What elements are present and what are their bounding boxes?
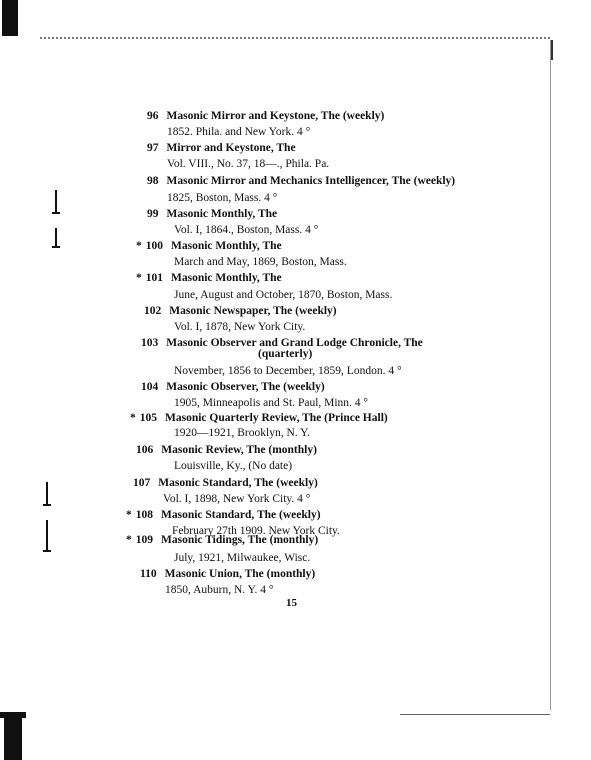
- entry-number: 104: [141, 381, 159, 393]
- entry-detail: July, 1921, Milwaukee, Wisc.: [174, 552, 311, 564]
- entry-number: 106: [136, 444, 154, 456]
- entry-title: Masonic Observer and Grand Lodge Chronicle, The: [166, 337, 423, 349]
- entry-number: 101: [145, 272, 163, 284]
- entry-detail: June, August and October, 1870, Boston, Mass.: [174, 289, 393, 301]
- entry-number: 98: [147, 175, 159, 187]
- entry-star: *: [126, 534, 132, 546]
- entry-title-row: [147, 174, 455, 188]
- entry-number: 105: [139, 412, 157, 424]
- scan-edge-top: [40, 37, 550, 39]
- entry-title-row: [147, 141, 296, 155]
- entry-title-row: [133, 476, 318, 490]
- page-number: 15: [286, 597, 297, 609]
- entry-title-row: [147, 109, 384, 123]
- entry-detail: 1852. Phila. and New York. 4 °: [167, 126, 311, 138]
- margin-mark: [55, 190, 57, 212]
- entry-title: Masonic Observer, The (weekly): [166, 381, 325, 393]
- entry-number: 99: [147, 208, 159, 220]
- scan-artifact-bottom: [4, 712, 22, 760]
- entry-title-row: [130, 411, 388, 425]
- entry-detail: February 27th 1909. New York City.: [172, 525, 340, 537]
- entry-number: 110: [140, 568, 157, 580]
- entry-detail: 1825, Boston, Mass. 4 °: [167, 192, 278, 204]
- entry-star: *: [130, 412, 136, 424]
- scan-edge-right: [550, 40, 551, 710]
- margin-mark: [46, 520, 48, 550]
- entry-detail: 1850, Auburn, N. Y. 4 °: [165, 584, 274, 596]
- entry-title: Masonic Monthly, The: [166, 208, 278, 220]
- scan-artifact-top: [2, 0, 18, 36]
- entry-number: 96: [147, 110, 159, 122]
- entry-number: 102: [144, 305, 162, 317]
- entry-number: 103: [141, 337, 159, 349]
- entry-title-row: [140, 567, 315, 581]
- entry-title: Masonic Review, The (monthly): [161, 444, 317, 456]
- entry-number: 108: [135, 509, 153, 521]
- entry-subtitle: (quarterly): [258, 348, 313, 360]
- entry-title-row: [141, 380, 325, 394]
- entry-title-row: [144, 304, 337, 318]
- entry-title: Mirror and Keystone, The: [166, 142, 296, 154]
- entry-detail: Vol. I, 1878, New York City.: [174, 321, 306, 333]
- entry-detail: 1920—1921, Brooklyn, N. Y.: [174, 427, 310, 439]
- entry-title: Masonic Monthly, The: [171, 240, 282, 252]
- entry-title: Masonic Standard, The (weekly): [158, 477, 318, 489]
- margin-mark: [46, 482, 48, 504]
- entry-title-row: [136, 271, 282, 285]
- entry-detail: Vol. I, 1864., Boston, Mass. 4 °: [174, 224, 319, 236]
- entry-title-row: [136, 443, 317, 457]
- entry-number: 109: [135, 534, 153, 546]
- entry-title-row: [136, 239, 282, 253]
- entry-title-row: [147, 207, 277, 221]
- entry-number: 107: [133, 477, 151, 489]
- scan-edge-right-mark: [551, 40, 553, 60]
- entry-star: *: [136, 240, 142, 252]
- entry-title: Masonic Standard, The (weekly): [161, 509, 321, 521]
- entry-detail: Vol. VIII., No. 37, 18—., Phila. Pa.: [167, 158, 330, 170]
- entry-detail: Louisville, Ky., (No date): [174, 460, 293, 472]
- entry-title: Masonic Mirror and Keystone, The (weekly): [166, 110, 385, 122]
- entry-title: Masonic Newspaper, The (weekly): [169, 305, 337, 317]
- entry-detail: March and May, 1869, Boston, Mass.: [174, 256, 347, 268]
- entry-title: Masonic Monthly, The: [171, 272, 282, 284]
- entry-title-row: [126, 533, 318, 547]
- entry-title-row: [126, 508, 321, 522]
- entry-title: Masonic Quarterly Review, The (Prince Hall): [165, 412, 388, 424]
- entry-title: Masonic Tidings, The (monthly): [161, 534, 319, 546]
- scan-edge-bottom: [400, 714, 550, 715]
- entry-detail: 1905, Minneapolis and St. Paul, Minn. 4 °: [174, 397, 369, 409]
- entry-star: *: [136, 272, 142, 284]
- entry-star: *: [126, 509, 132, 521]
- entry-number: 100: [145, 240, 163, 252]
- entry-title: Masonic Mirror and Mechanics Intelligencer, The (weekly): [166, 175, 456, 187]
- entry-detail: Vol. I, 1898, New York City. 4 °: [163, 493, 311, 505]
- entry-title: Masonic Union, The (monthly): [164, 568, 316, 580]
- entry-number: 97: [147, 142, 159, 154]
- margin-mark: [55, 228, 57, 246]
- entry-detail: November, 1856 to December, 1859, London. 4 °: [174, 365, 402, 377]
